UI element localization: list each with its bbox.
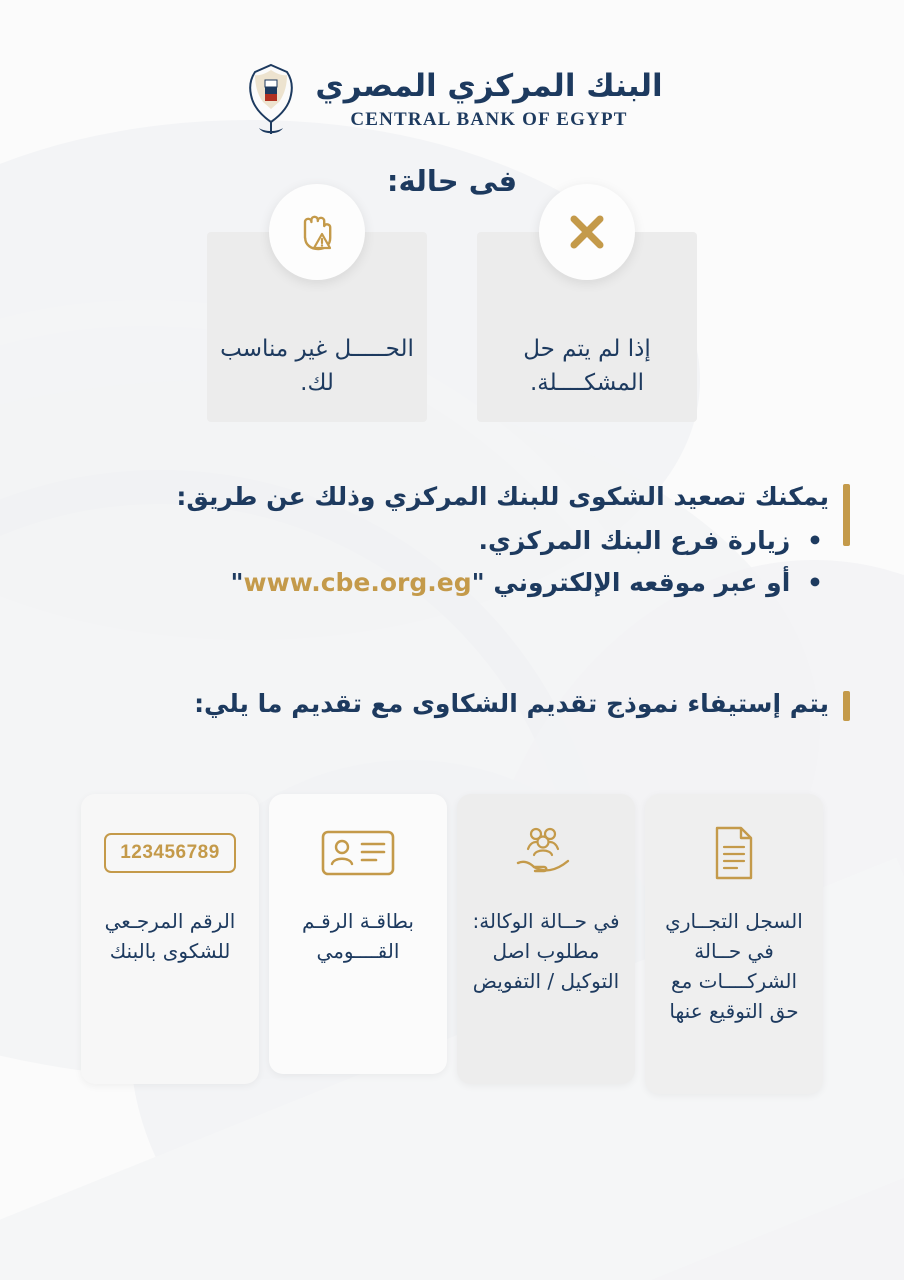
list-item: [34, 562, 823, 605]
agency-people-hand-icon: [510, 820, 582, 886]
cbe-logo: [0, 0, 904, 138]
escalation-title: يمكنك تصعيد الشكوى للبنك المركزي وذلك عن طريق:: [176, 482, 829, 511]
accent-bar: [843, 484, 850, 546]
document-lines-icon: [711, 820, 757, 886]
x-cross-icon: [539, 184, 635, 280]
logo-arabic-text: البنك المركزي المصري: [315, 68, 663, 105]
reference-number-badge: [104, 820, 236, 886]
accent-bar: [843, 691, 850, 721]
quote-suffix: ": [230, 568, 244, 597]
documents-row: [0, 794, 904, 1094]
id-card-icon: [320, 820, 396, 886]
doc-text: في حــالة الوكالة: مطلوب اصل التوكيل / التفويض: [472, 909, 620, 993]
escalation-section: [0, 478, 904, 605]
reference-number-value: 123456789: [104, 833, 236, 873]
doc-card-reference-number: [81, 794, 259, 1084]
hand-warning-icon: [269, 184, 365, 280]
requirements-title: يتم إستيفاء نموذج تقديم الشكاوى مع تقديم ما يلي:: [194, 688, 829, 718]
cbe-website-link[interactable]: www.cbe.org.eg: [243, 568, 472, 597]
condition-text: الحـــــل غير مناسب لك.: [220, 336, 414, 396]
egypt-eagle-emblem: [241, 62, 301, 138]
condition-text: إذا لم يتم حل المشكــــلة.: [523, 336, 651, 396]
doc-card-power-of-attorney: [457, 794, 635, 1084]
doc-card-national-id: [269, 794, 447, 1074]
doc-card-commercial-register: [645, 794, 823, 1094]
escalation-item-website: أو عبر موقعه الإلكتروني ": [471, 568, 791, 597]
list-item: [34, 520, 823, 563]
requirements-section: [0, 685, 904, 723]
doc-text: السجل التجــاري في حــالة الشركــــات مع حق التوقيع عنها: [665, 909, 803, 1023]
logo-english-text: CENTRAL BANK OF EGYPT: [350, 108, 628, 130]
condition-card-unresolved: [477, 232, 697, 422]
conditions-row: [0, 232, 904, 422]
condition-card-unsuitable: [207, 232, 427, 422]
case-heading: فى حالة:: [386, 164, 518, 198]
escalation-item-branch: زيارة فرع البنك المركزي.: [478, 525, 791, 555]
doc-text: بطاقـة الرقـم القــــومي: [302, 909, 414, 963]
escalation-list: [34, 520, 829, 605]
doc-text: الرقم المرجـعي للشكوى بالبنك: [104, 909, 236, 963]
